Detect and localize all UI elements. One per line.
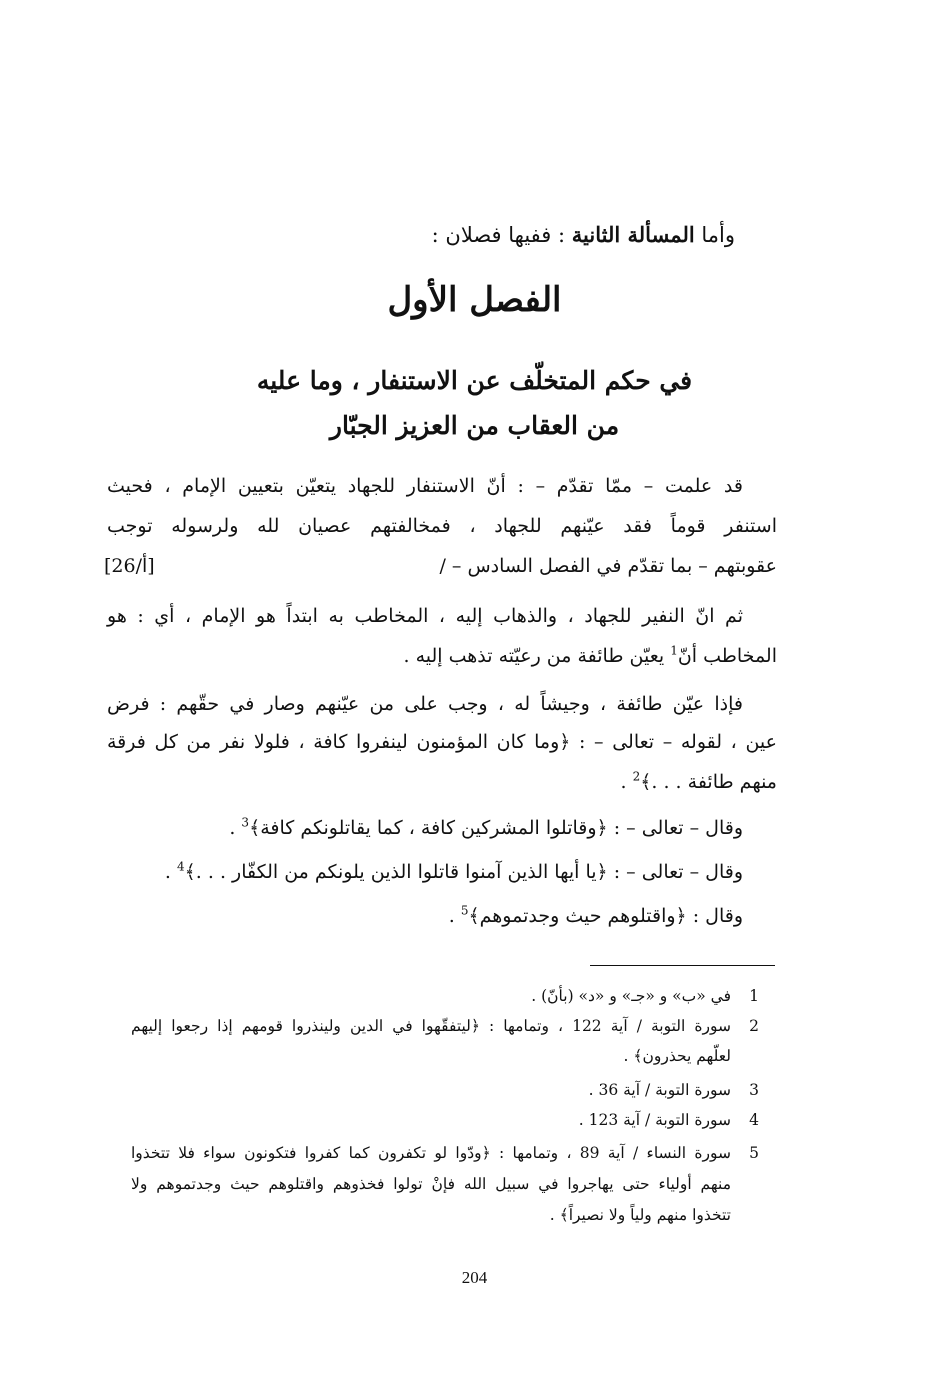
intro-bold: المسألة الثانية <box>571 222 695 247</box>
footnote-2-line-2: لعلّهم يحذرون﴾ . <box>623 1047 731 1065</box>
footnote-5-line-2: منهم أولياء حتى يهاجروا في سبيل الله فإنْ تولوا فخذوهم واقتلوهم حيث وجدتموهم ولا <box>131 1175 731 1193</box>
p2-line-1: ثم انّ النفير للجهاد ، والذهاب إليه ، المخاطب به ابتداً هو الإمام ، أي : هو <box>107 605 743 627</box>
subtitle-line-1: في حكم المتخلّف عن الاستنفار ، وما عليه <box>256 366 693 395</box>
p6-text: وقال : ﴿واقتلوهم حيث وجدتموهم﴾ <box>468 905 743 927</box>
footnote-5-line-1: سورة النساء / آية 89 ، وتمامها : ﴿ودّوا لو تكفرون كما كفروا فتكونون سواء فلا تتخذوا <box>131 1144 731 1162</box>
p6-period: . <box>448 905 455 927</box>
p3-line-1: فإذا عيّن طائفة ، وجيشاً له ، وجب على من عيّنهم وصار في حقّهم : فرض <box>107 693 743 715</box>
footnote-2-number: 2 <box>749 1017 759 1035</box>
p1-line-3: عقوبتهم – بما تقدّم في الفصل السادس – / <box>439 555 777 577</box>
footnote-marker-4: 4 <box>177 859 185 874</box>
p2-line-2-end: يعيّن طائفة من رعيّته تذهب إليه . <box>403 645 665 667</box>
p4-line <box>107 808 743 848</box>
p2-line-2 <box>107 636 777 676</box>
p3-period: . <box>620 771 627 793</box>
p3-line-3 <box>107 762 777 802</box>
p4-text: وقال – تعالى – : ﴿وقاتلوا المشركين كافة ، كما يقاتلونكم كافة﴾ <box>249 817 743 839</box>
p4-period: . <box>229 817 236 839</box>
page-number: 204 <box>461 1268 488 1287</box>
p6-line <box>107 896 743 936</box>
p5-line <box>107 852 743 892</box>
p3-line-2: عين ، لقوله – تعالى – : ﴿وما كان المؤمنون لينفروا كافة ، فلولا نفر من كل فرقة <box>107 731 777 753</box>
footnote-marker-1: 1 <box>670 643 678 658</box>
footnote-2-line-1: سورة التوبة / آية 122 ، وتمامها : ﴿ليتفقّهوا في الدين ولينذروا قومهم إذا رجعوا إليهم <box>131 1017 731 1035</box>
chapter-title: الفصل الأول <box>387 280 562 320</box>
p3-line-3-text: منهم طائفة . . .﴾ <box>640 771 777 793</box>
p1-line-2: استنفر قوماً فقد عيّنهم للجهاد ، فمخالفتهم عصيان لله ولرسوله توجب <box>107 515 777 537</box>
footnote-4-number: 4 <box>749 1111 759 1129</box>
footnote-3-line-1: سورة التوبة / آية 36 . <box>588 1081 731 1099</box>
footnote-3-number: 3 <box>749 1081 759 1099</box>
footnote-1-line-1: في «ب» و «جـ» و «د» (بأنّ) . <box>531 987 731 1005</box>
intro-suffix: : ففيها فصلان : <box>431 223 566 247</box>
footnote-4-line-1: سورة التوبة / آية 123 . <box>578 1111 731 1129</box>
footnote-1-number: 1 <box>749 987 759 1005</box>
section-intro <box>175 222 735 247</box>
footnote-marker-3: 3 <box>241 815 250 830</box>
p5-text: وقال – تعالى – : ﴿يا أيها الذين آمنوا قاتلوا الذين يلونكم من الكفّار . . .﴾ <box>184 861 743 883</box>
footnote-separator <box>590 965 775 966</box>
p1-line-1: قد علمت – ممّا تقدّم – : أنّ الاستنفار للجهاد يتعيّن بتعيين الإمام ، فحيث <box>107 475 743 497</box>
p2-line-2-start: المخاطب أنّ <box>677 645 777 667</box>
manuscript-folio-marker: [26/أ] <box>104 555 155 577</box>
subtitle-line-2: من العقاب من العزيز الجبّار <box>329 411 620 440</box>
footnote-5-line-3: تتخذوا منهم ولياً ولا نصيراً﴾ . <box>549 1206 731 1224</box>
footnote-5-number: 5 <box>749 1144 759 1162</box>
footnote-marker-5: 5 <box>460 903 469 918</box>
footnote-marker-2: 2 <box>632 769 641 784</box>
intro-prefix: وأما <box>701 223 735 247</box>
p5-period: . <box>164 861 171 883</box>
